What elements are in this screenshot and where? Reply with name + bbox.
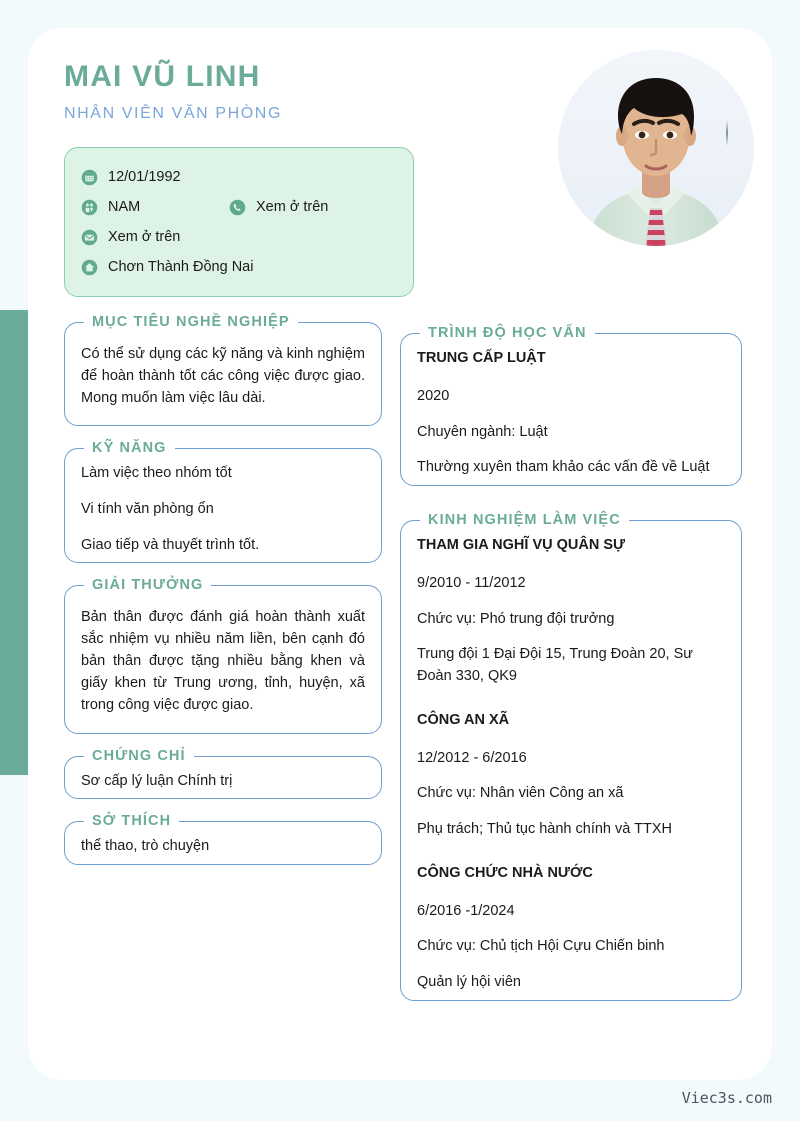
cv-header [28, 28, 772, 300]
calendar-icon [81, 169, 98, 186]
experience-entry [417, 863, 725, 994]
candidate-job-title: NHÂN VIÊN VĂN PHÒNG [64, 105, 282, 122]
objective-text: Có thể sử dụng các kỹ năng và kinh nghiệm để hoàn thành tốt các công việc được giao. Mong muốn làm việc lâu dài. [81, 346, 365, 407]
experience-company: THAM GIA NGHĨ VỤ QUÂN SỰ [417, 537, 626, 553]
experience-entry [417, 710, 725, 841]
left-accent-bar [0, 310, 28, 775]
contact-phone-value: Xem ở trên [256, 199, 329, 215]
watermark: Viec3s.com [681, 1089, 772, 1107]
education-school: TRUNG CẤP LUẬT [417, 350, 546, 366]
section-title-interests: SỞ THÍCH [84, 812, 179, 830]
left-column [64, 300, 382, 1001]
right-column [400, 300, 742, 1001]
experience-company: CÔNG AN XÃ [417, 711, 510, 728]
section-title-skills: KỸ NĂNG [84, 439, 175, 457]
experience-period: 6/2016 -1/2024 [417, 902, 515, 919]
contact-row-address [81, 252, 397, 282]
experience-position: Chức vụ: Chủ tịch Hội Cựu Chiến binh [417, 938, 665, 955]
contact-row-gender-phone [81, 192, 397, 222]
section-interests [64, 813, 382, 865]
contact-email-value: Xem ở trên [108, 229, 181, 245]
contact-address-value: Chơn Thành Đồng Nai [108, 259, 254, 275]
contact-row-email [81, 222, 397, 252]
contact-gender-value: NAM [108, 199, 141, 215]
section-body-education [400, 333, 742, 486]
section-title-awards: GIẢI THƯỞNG [84, 576, 211, 594]
experience-detail: Quản lý hội viên [417, 974, 521, 990]
section-certificates [64, 747, 382, 800]
contact-phone [229, 199, 328, 216]
awards-text: Bản thân được đánh giá hoàn thành xuất sắc nhiệm vụ nhiều năm liền, bên cạnh đó bản thân được tặng nhiều bằng khen và giấy khen từ Trung ương, tỉnh, huyện, xã trong công việc được giao. [81, 609, 365, 714]
experience-period: 9/2010 - 11/2012 [417, 574, 526, 591]
experience-position: Chức vụ: Phó trung đội trưởng [417, 610, 615, 627]
contact-address [81, 259, 253, 276]
section-body-objective [64, 322, 382, 426]
skill-item: Vi tính văn phòng ổn [81, 500, 214, 517]
section-title-certificates: CHỨNG CHỈ [84, 747, 194, 765]
cv-body [28, 300, 772, 1001]
experience-detail: Phụ trách; Thủ tục hành chính và TTXH [417, 821, 672, 837]
contact-info-box [64, 147, 414, 297]
section-title-education: TRÌNH ĐỘ HỌC VẤN [420, 324, 595, 342]
section-title-objective: MỤC TIÊU NGHỀ NGHIỆP [84, 313, 298, 331]
education-major: Chuyên ngành: Luật [417, 423, 548, 440]
contact-email [81, 229, 229, 246]
experience-position: Chức vụ: Nhân viên Công an xã [417, 785, 624, 802]
certificate-item: Sơ cấp lý luận Chính trị [81, 772, 233, 789]
skill-item: Làm việc theo nhóm tốt [81, 465, 232, 482]
section-experience [400, 512, 742, 1001]
experience-company: CÔNG CHỨC NHÀ NƯỚC [417, 864, 593, 881]
edge-artifact [726, 120, 728, 146]
contact-birthdate [81, 169, 229, 186]
profile-photo [558, 50, 754, 246]
experience-entry [417, 535, 725, 688]
home-icon [81, 259, 98, 276]
contact-row-birthdate [81, 162, 397, 192]
experience-detail: Trung đội 1 Đại Đội 15, Trung Đoàn 20, Sư Đoàn 330, QK9 [417, 646, 693, 684]
education-year: 2020 [417, 387, 450, 404]
section-title-experience: KINH NGHIỆM LÀM VIỆC [420, 511, 629, 529]
section-objective [64, 314, 382, 426]
gender-icon [81, 199, 98, 216]
experience-period: 12/2012 - 6/2016 [417, 749, 527, 766]
envelope-icon [81, 229, 98, 246]
skill-item: Giao tiếp và thuyết trình tốt. [81, 536, 260, 553]
interest-item: thể thao, trò chuyện [81, 838, 210, 855]
contact-birthdate-value: 12/01/1992 [108, 169, 181, 185]
section-awards [64, 577, 382, 733]
contact-gender [81, 199, 229, 216]
section-education [400, 325, 742, 486]
section-body-skills [64, 448, 382, 563]
section-skills [64, 440, 382, 563]
candidate-name: MAI VŨ LINH [64, 60, 261, 93]
cv-page-card [28, 28, 772, 1080]
phone-icon [229, 199, 246, 216]
avatar [558, 50, 754, 246]
section-body-experience [400, 520, 742, 1001]
section-body-awards [64, 585, 382, 733]
education-note: Thường xuyên tham khảo các vấn đề về Luật [417, 459, 710, 476]
